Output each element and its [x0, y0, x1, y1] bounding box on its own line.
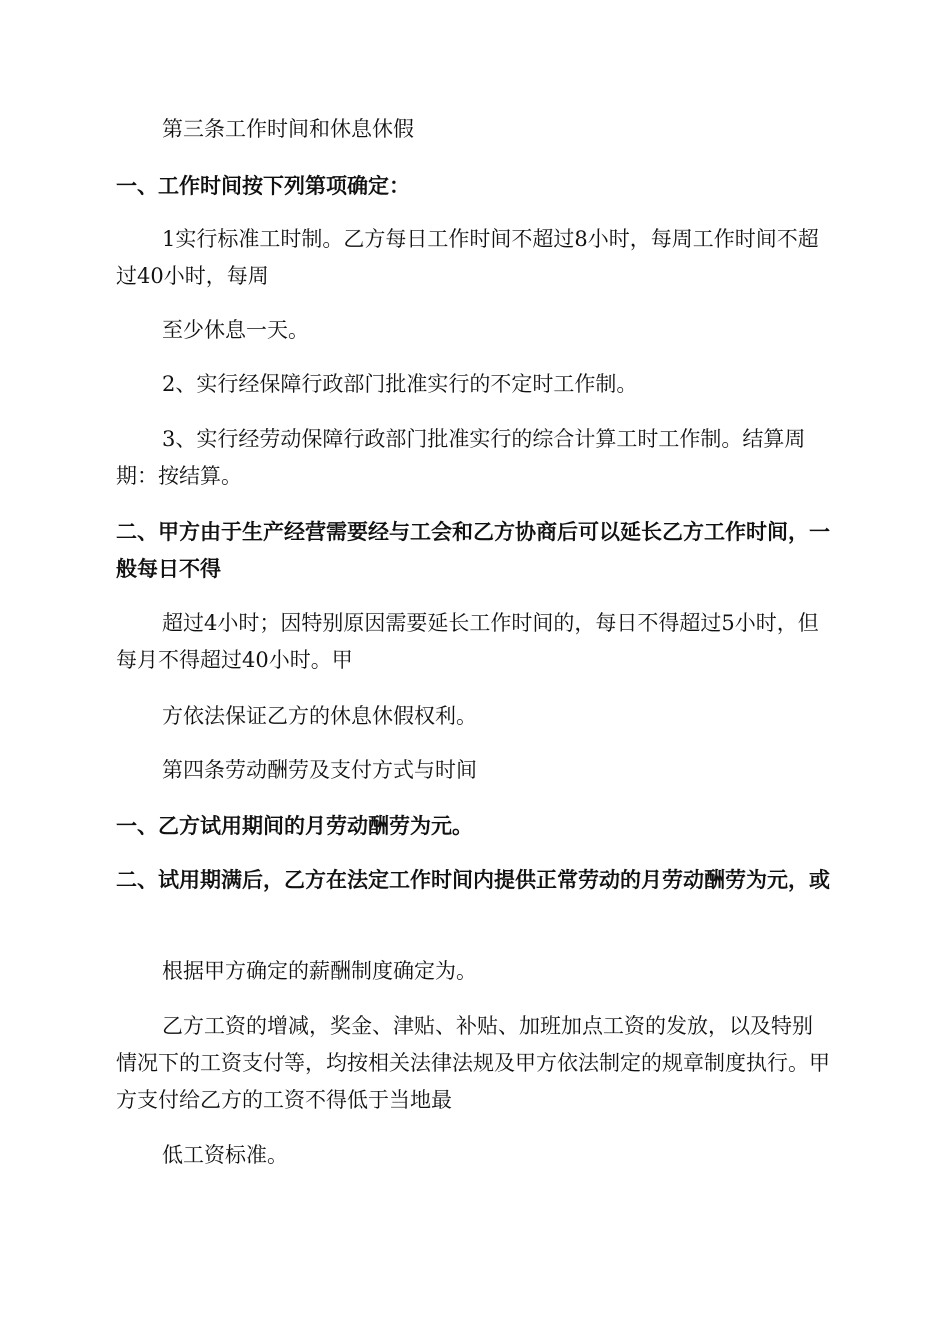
paragraph-rest-day: 至少休息一天。 [162, 318, 309, 342]
article-3-heading: 第三条工作时间和休息休假 [162, 117, 414, 141]
section-1-heading: 一、工作时间按下列第项确定： [116, 173, 410, 198]
paragraph-comprehensive-hours: 3、实行经劳动保障行政部门批准实行的综合计算工时工作制。结算周期：按结算。 [116, 427, 806, 488]
section-probation-pay: 一、乙方试用期间的月劳动酬劳为元。 [116, 813, 473, 838]
section-regular-pay: 二、试用期满后，乙方在法定工作时间内提供正常劳动的月劳动酬劳为元，或 [116, 867, 830, 892]
paragraph-salary-system: 根据甲方确定的薪酬制度确定为。 [162, 959, 477, 983]
paragraph-flexible-hours: 2、实行经保障行政部门批准实行的不定时工作制。 [162, 372, 638, 396]
paragraph-standard-hours: 1实行标准工时制。乙方每日工作时间不超过8小时，每周工作时间不超过40小时，每周 [116, 227, 819, 288]
section-2-heading: 二、甲方由于生产经营需要经与工会和乙方协商后可以延长乙方工作时间，一般每日不得 [116, 519, 830, 581]
paragraph-minimum-wage: 低工资标准。 [162, 1143, 288, 1167]
paragraph-rest-rights: 方依法保证乙方的休息休假权利。 [162, 704, 477, 728]
paragraph-overtime-limit: 超过4小时；因特别原因需要延长工作时间的，每日不得超过5小时，但每月不得超过40小时。甲 [116, 611, 819, 672]
article-4-heading: 第四条劳动酬劳及支付方式与时间 [162, 758, 477, 782]
paragraph-salary-adjustments: 乙方工资的增减，奖金、津贴、补贴、加班加点工资的发放，以及特别情况下的工资支付等，均按相关法律法规及甲方依法制定的规章制度执行。甲方支付给乙方的工资不得低于当地最 [116, 1014, 830, 1112]
